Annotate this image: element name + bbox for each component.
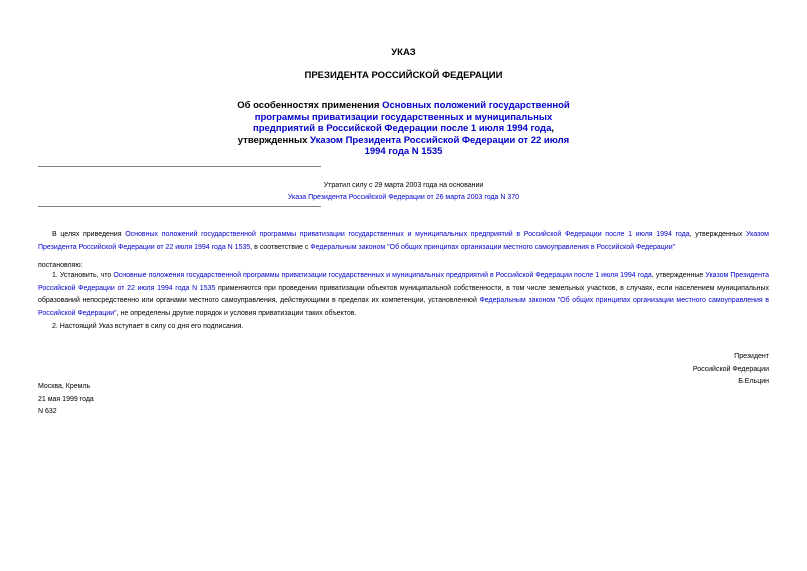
- status-note: [230, 180, 577, 204]
- p1-link-federal-law[interactable]: Федеральным законом "Об общих принципах организации местного самоуправления в Российской Федерации": [310, 243, 676, 251]
- subject-link-main-provisions[interactable]: Основных положений государственной программы приватизации государственных и муниципальных предприятий в Российской Федерации после 1 июля 1994 года: [252, 100, 570, 134]
- issue-place: Москва, Кремль: [38, 383, 91, 390]
- divider-bottom: [38, 206, 321, 207]
- p1-link-decree-1535[interactable]: Указом Президента Российской Федерации от 22 июля 1994 года N 1535: [38, 231, 769, 251]
- p3-mid1: , утвержденные: [651, 272, 706, 279]
- paragraph-preamble: [38, 229, 769, 254]
- subject-prefix: Об особенностях применения: [237, 100, 383, 111]
- signature-position: Президент: [734, 353, 769, 360]
- p1-prefix: В целях приведения: [52, 231, 126, 238]
- paragraph-item-1: [38, 270, 769, 320]
- p3-mid2: применяются при проведении приватизации объектов муниципальной собственности, в том числе земельных участков, в случаях, если населением муниципальных образований непосредственно или органами местного самоуправления, действующими в пределах их компетенции, установленной: [38, 284, 769, 304]
- issue-number: N 632: [38, 408, 57, 415]
- status-text: Утратил силу с 29 марта 2003 года на основании: [323, 182, 484, 189]
- signature-name: Б.Ельцин: [738, 378, 769, 385]
- p1-mid1: , утвержденных: [689, 231, 746, 238]
- divider-top: [38, 166, 321, 167]
- p3-link-main-provisions[interactable]: Основные положения государственной программы приватизации государственных и муниципальных предприятий в Российской Федерации после 1 июля 1994 года: [113, 272, 652, 279]
- document-type-title: УКАЗ: [391, 47, 416, 58]
- p1-mid2: , в соответствие с: [250, 243, 311, 251]
- p1-link-main-provisions[interactable]: Основных положений государственной программы приватизации государственных и муниципальных предприятий в Российской Федерации после 1 июля 1994 года: [125, 231, 690, 238]
- p3-prefix: 1. Установить, что: [52, 272, 114, 279]
- document-subject: [230, 100, 577, 158]
- signature-block: [693, 351, 769, 389]
- paragraph-item-2: 2. Настоящий Указ вступает в силу со дня его подписания.: [52, 323, 244, 330]
- paragraph-decree-word: постановляю:: [38, 262, 83, 269]
- subject-mid: , утвержденных: [237, 123, 555, 146]
- issue-date: 21 мая 1999 года: [38, 395, 94, 403]
- issue-details: [38, 381, 94, 419]
- signature-country: Российской Федерации: [692, 365, 769, 373]
- status-link-decree-370[interactable]: Указа Президента Российской Федерации от 26 марта 2003 года N 370: [287, 194, 520, 201]
- subject-link-decree-1535[interactable]: Указом Президента Российской Федерации от 22 июля 1994 года N 1535: [310, 134, 570, 157]
- p3-link-decree-1535[interactable]: Указом Президента Российской Федерации от 22 июля 1994 года N 1535: [38, 272, 770, 292]
- issuer-title: ПРЕЗИДЕНТА РОССИЙСКОЙ ФЕДЕРАЦИИ: [304, 70, 503, 81]
- p3-suffix: , не определены другие порядок и условия приватизации таких объектов.: [116, 309, 357, 317]
- p3-link-federal-law[interactable]: Федеральным законом "Об общих принципах организации местного самоуправления в Российской Федерации": [38, 297, 769, 317]
